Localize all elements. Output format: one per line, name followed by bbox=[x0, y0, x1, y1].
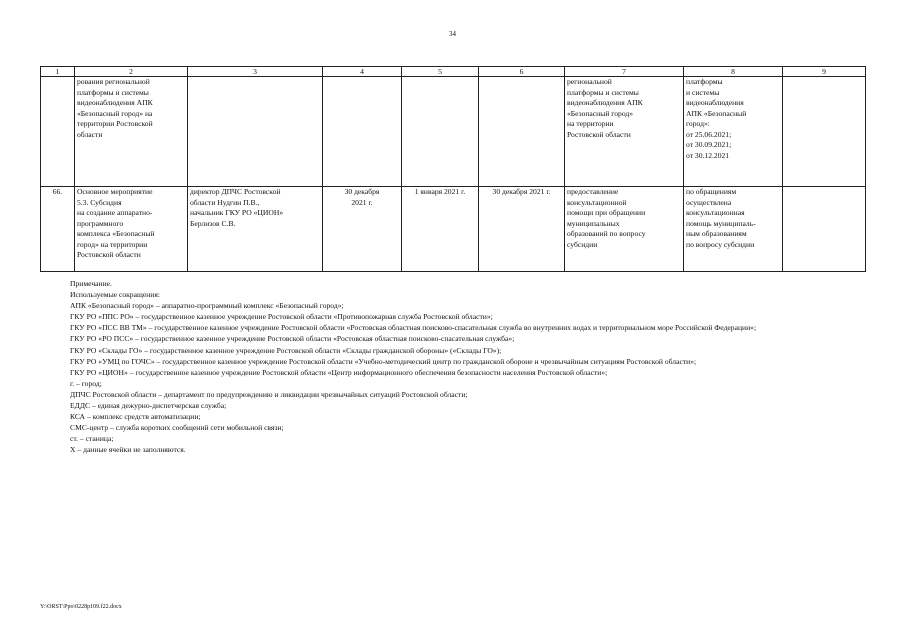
table-cell: директор ДПЧС Ростовской области Нудгин П.В., начальник ГКУ РО «ЦИОН» Берлизов С.В. bbox=[188, 187, 323, 272]
abbreviation-item: ГКУ РО «ПСС ВВ ТМ» – государственное казенное учреждение Ростовской области «Ростовская областная поисково-спасательная служба во внутренних водах и территориальном море Российской Федерации»; bbox=[70, 323, 757, 333]
abbreviation-item: ГКУ РО «РО ПСС» – государственное казенное учреждение Ростовской области «Ростовская областная поисково-спасательная служба»; bbox=[70, 334, 515, 344]
table-row bbox=[41, 77, 866, 187]
abbreviation-item: ГКУ РО «ЦИОН» – государственное казенное учреждение Ростовской области «Центр информационного обеспечения безопасности населения Ростовской области»; bbox=[70, 367, 608, 377]
table-cell bbox=[479, 77, 565, 187]
notes-title: Примечание. bbox=[70, 279, 112, 288]
column-header: 5 bbox=[402, 67, 479, 77]
table-cell: по обращениям осуществлена консультационная помощь муниципаль- ным образованиям по вопросу субсидии bbox=[684, 187, 783, 272]
file-path-footer: Y:\ORST\Ppo\0228p109.f22.docx bbox=[40, 604, 122, 610]
abbreviation-item: СМС-центр – служба коротких сообщений сети мобильной связи; bbox=[70, 423, 284, 433]
report-table bbox=[40, 66, 866, 272]
abbreviation-item: ЕДДС – единая дежурно-диспетчерская служба; bbox=[70, 401, 227, 411]
table-cell: 30 декабря 2021 г. bbox=[323, 187, 402, 272]
table-cell bbox=[783, 187, 866, 272]
abbreviation-item: г. – город; bbox=[70, 378, 102, 388]
table-cell: 66. bbox=[41, 187, 75, 272]
page-number: 34 bbox=[449, 30, 456, 38]
table-cell: региональной платформы и системы видеонаблюдения АПК «Безопасный город» на территории Ростовской области bbox=[565, 77, 684, 187]
column-header: 4 bbox=[323, 67, 402, 77]
table-cell: 30 декабря 2021 г. bbox=[479, 187, 565, 272]
abbreviations-notes bbox=[40, 278, 865, 456]
column-header: 1 bbox=[41, 67, 75, 77]
column-header: 8 bbox=[684, 67, 783, 77]
table-cell: предоставление консультационной помощи при обращении муниципальных образований по вопросу субсидии bbox=[565, 187, 684, 272]
table-cell bbox=[783, 77, 866, 187]
abbreviation-item: АПК «Безопасный город» – аппаратно-программный комплекс «Безопасный город»; bbox=[70, 301, 344, 311]
table-cell: рования региональной платформы и системы видеонаблюдения АПК «Безопасный город» на территории Ростовской области bbox=[75, 77, 188, 187]
column-header: 6 bbox=[479, 67, 565, 77]
table-cell bbox=[188, 77, 323, 187]
table-cell bbox=[41, 77, 75, 187]
column-header: 3 bbox=[188, 67, 323, 77]
abbreviation-item: ГКУ РО «УМЦ по ГОЧС» – государственное казенное учреждение Ростовской области «Учебно-методический центр по гражданской обороне и чрезвычайным ситуациям Ростовской области»; bbox=[70, 356, 697, 366]
table-cell bbox=[402, 77, 479, 187]
table-header-row bbox=[41, 67, 866, 77]
table-row bbox=[41, 187, 866, 272]
table-cell: Основное мероприятие 5.3. Субсидия на создание аппаратно- программного комплекса «Безопасный город» на территории Ростовской области bbox=[75, 187, 188, 272]
table-cell: платформы и системы видеонаблюдения АПК «Безопасный город»: от 25.06.2021; от 30.09.2021; от 30.12.2021 bbox=[684, 77, 783, 187]
table-cell: 1 января 2021 г. bbox=[402, 187, 479, 272]
notes-subtitle: Используемые сокращения: bbox=[70, 290, 160, 300]
abbreviation-item: ст. – станица; bbox=[70, 434, 114, 444]
abbreviation-item: ГКУ РО «ППС РО» – государственное казенное учреждение Ростовской области «Противопожарная служба Ростовской области»; bbox=[70, 312, 493, 322]
abbreviation-item: ДПЧС Ростовской области – департамент по предупреждению и ликвидации чрезвычайных ситуаций Ростовской области; bbox=[70, 389, 468, 399]
column-header: 9 bbox=[783, 67, 866, 77]
abbreviation-item: ГКУ РО «Склады ГО» – государственное казенное учреждение Ростовской области «Склады гражданской обороны» («Склады ГО»); bbox=[70, 345, 502, 355]
table-cell bbox=[323, 77, 402, 187]
abbreviation-item: Х – данные ячейки не заполняются. bbox=[70, 445, 186, 455]
column-header: 7 bbox=[565, 67, 684, 77]
column-header: 2 bbox=[75, 67, 188, 77]
abbreviation-item: КСА – комплекс средств автоматизации; bbox=[70, 412, 201, 422]
